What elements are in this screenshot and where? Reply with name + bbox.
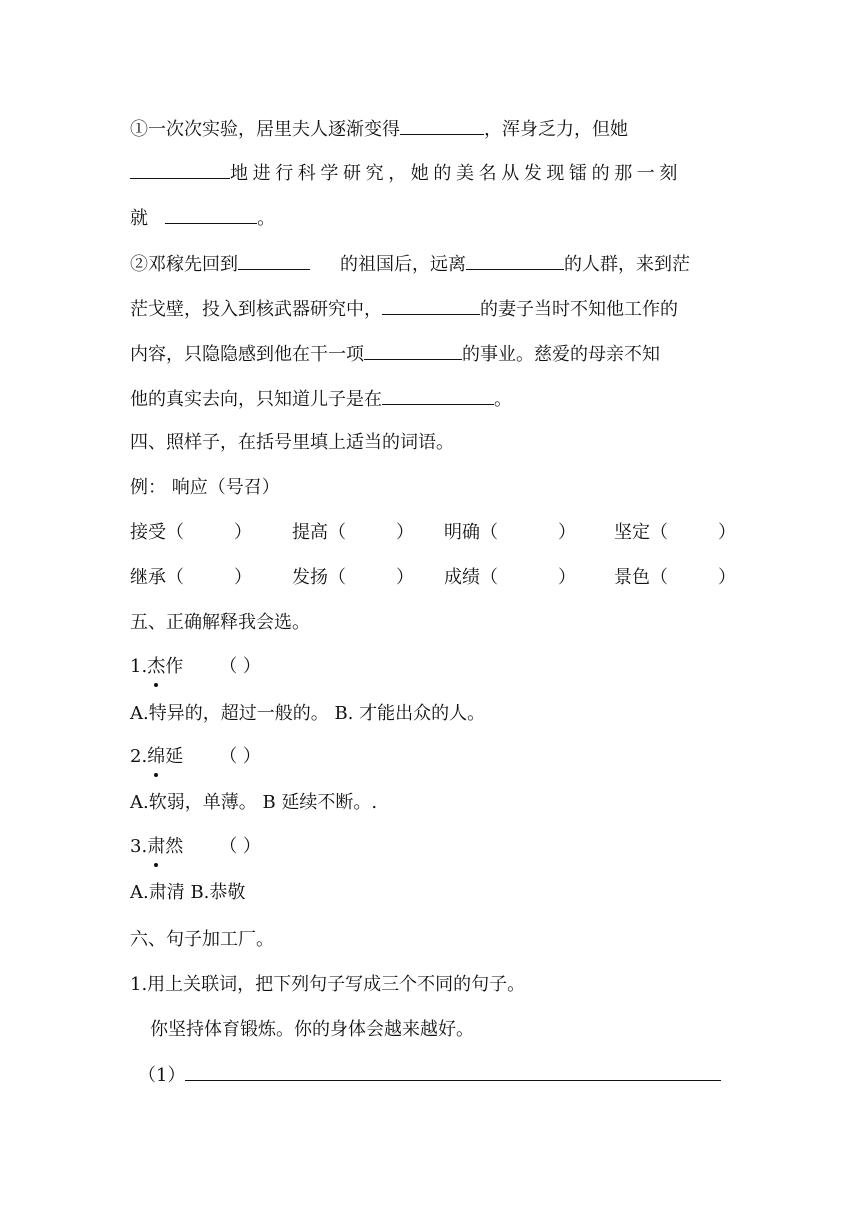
section4-row2 [130,566,736,590]
blank-input[interactable] [382,386,494,405]
section6-heading: 六、句子加工厂。 [130,929,274,950]
item2-text-b: 的祖国后，远离 [340,254,466,275]
item1-text-d: 就 [130,208,148,229]
blank-input[interactable] [238,251,310,270]
word-cell: 发扬（ [292,567,346,588]
item2-text-i: 。 [494,389,512,410]
section6-q1: 1.用上关联词，把下列句子写成三个不同的句子。 [130,974,526,995]
section4-row1 [130,521,736,545]
q3-line [130,835,261,859]
item2-text-d: 茫戈壁，投入到核武器研究中， [130,299,382,320]
section4-heading: 四、照样子，在括号里填上适当的词语。 [130,432,454,453]
close-paren: ） [718,567,736,588]
q3-number: 3. [130,836,148,857]
word-cell: 景色（ [614,567,668,588]
item1-line3 [130,205,275,231]
close-paren: ） [558,567,576,588]
blank-input[interactable] [400,116,484,135]
item2-text-a: ②邓稼先回到 [130,254,238,275]
word-cell: 继承（ [130,567,184,588]
blank-input[interactable] [165,205,257,224]
item1-line1 [130,116,628,142]
close-paren: ） [396,522,414,543]
item2-line4 [130,386,512,412]
item2-text-h: 他的真实去向，只知道儿子是在 [130,389,382,410]
item2-line3 [130,341,660,367]
item2-text-e: 的妻子当时不知他工作的 [480,299,678,320]
q1-dotted-char: 杰 [147,656,166,677]
word-cell: 坚定（ [614,522,668,543]
blank-input[interactable] [466,251,564,270]
item2-text-g: 的事业。慈爱的母亲不知 [462,344,660,365]
q3-answer-paren[interactable]: （ ） [219,836,261,857]
item2-text-f: 内容，只隐隐感到他在干一项 [130,344,364,365]
section5-heading: 五、正确解释我会选。 [130,612,310,633]
section6-answer-line-1 [138,1062,721,1088]
item1-line2 [130,160,730,186]
q1-answer-paren[interactable]: （ ） [219,656,261,677]
item1-text-b: ，浑身乏力，但她 [484,119,628,140]
section6-sentence: 你坚持体育锻炼。你的身体会越来越好。 [150,1019,474,1040]
item2-text-c: 的人群，来到茫 [564,254,690,275]
answer1-input[interactable] [185,1062,721,1081]
blank-input[interactable] [382,296,480,315]
q1-line [130,655,261,679]
item1-text-a: ①一次次实验，居里夫人逐渐变得 [130,119,400,140]
word-cell: 成绩（ [444,567,498,588]
q3-dotted-char: 肃 [147,836,166,857]
close-paren: ） [718,522,736,543]
q1-number: 1. [130,656,148,677]
close-paren: ） [396,567,414,588]
q2-dotted-char: 绵 [147,746,166,767]
q1-word-rest: 作 [165,656,184,677]
q2-word-rest: 延 [165,746,184,767]
item2-line2 [130,296,678,322]
close-paren: ） [234,522,252,543]
blank-input[interactable] [364,341,462,360]
q2-options: A.软弱，单薄。 B 延续不断。. [130,792,378,813]
q2-number: 2. [130,746,148,767]
item1-text-e: 。 [257,208,276,229]
q3-word-rest: 然 [165,836,184,857]
word-cell: 提高（ [292,522,346,543]
q1-options: A.特异的，超过一般的。 B. 才能出众的人。 [130,703,486,724]
item2-line1 [130,251,690,277]
close-paren: ） [234,567,252,588]
answer1-label: （1） [138,1065,186,1086]
item1-text-c: 地进行科学研究，她的美名从发现镭的那一刻 [230,163,682,184]
word-cell: 接受（ [130,522,184,543]
close-paren: ） [558,522,576,543]
q2-line [130,745,261,769]
q3-options: A.肃清 B.恭敬 [130,882,246,903]
q2-answer-paren[interactable]: （ ） [219,746,261,767]
word-cell: 明确（ [444,522,498,543]
section4-example: 例： 响应（号召） [130,477,280,498]
blank-input[interactable] [130,160,230,179]
